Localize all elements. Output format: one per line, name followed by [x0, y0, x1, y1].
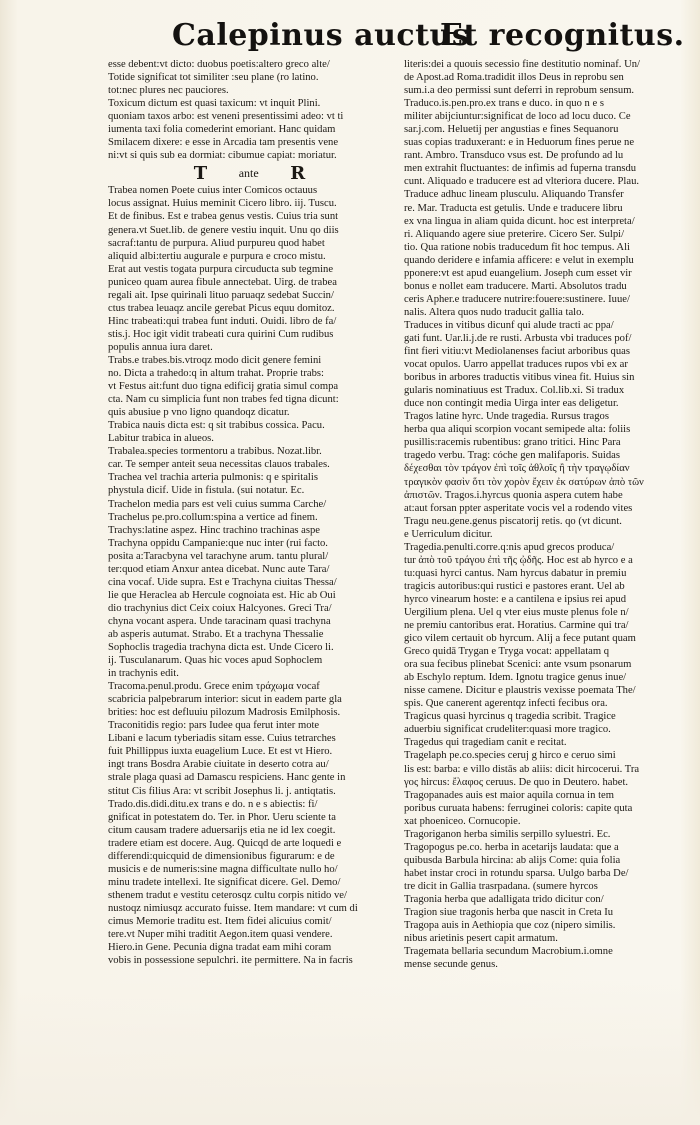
text-line: car. Te semper anteit seua necessitas clauos trabales.: [108, 459, 330, 471]
section-heading: [108, 162, 391, 184]
text-line: Traconitidis regio: pars Iudee qua ferut inter mote: [108, 720, 320, 732]
left-column-body-lines: [108, 184, 391, 967]
text-line: cina vocaf. Uide supra. Est e Trachyna ciuitas Thessa/: [108, 576, 337, 588]
text-line: δέχεσθαι τὸν τράγον ἐπὶ τοῖς ἀθλοῖς ἢ τὴν τραγῳδίαν: [404, 463, 630, 475]
text-line: cta. Nam cu simplicia funt non trabes fed tigna dicunt:: [108, 394, 339, 406]
text-line: ter:quod etiam Anxur antea dicebat. Nunc aute Tara/: [108, 563, 330, 575]
text-line: locus assignat. Huius meminit Cicero libro. iij. Tuscu.: [108, 198, 337, 210]
text-line: in trachynis edit.: [108, 668, 179, 680]
text-line: Tragopa auis in Aethiopia que coz (nipero similis.: [404, 920, 616, 932]
text-line: dio trachynius dict Ceix coiux Halcyones. Greci Tra/: [108, 602, 332, 614]
text-line: ora sua fecibus plinebat Scenici: ante vsum psonarum: [404, 659, 632, 671]
text-line: tur ἀπὸ τοῦ τράγου ἐπὶ τῆς ᾠδῆς. Hoc est ab hyrco e a: [404, 554, 633, 566]
text-line: Greco quidā Trygan e Tryga vocat: appellatam q: [404, 646, 610, 658]
text-line: hyrco vinearum hoste: e a cantilena e ipsius rei apud: [404, 593, 627, 605]
text-line: Tragemata bellaria secundum Macrobium.i.omne: [404, 946, 613, 958]
text-line: herba qua aliqui scorpion vocant semipede alta: foliis: [404, 424, 631, 436]
text-line: quoniam taxos arbo: est veneni presentissimi adeo: vt ti: [108, 111, 344, 123]
text-line: chyna vocant aspera. Unde taracinam quasi trachyna: [108, 615, 331, 627]
text-line: duce non contingit media Uirga inter eas deligetur.: [404, 398, 619, 410]
section-letter-right: R: [290, 162, 306, 184]
text-line: bonus e nollet eam traducere. Marti. Absolutos tradu: [404, 280, 627, 292]
text-line: Erat aut vestis togata purpura circuducta sub tegmine: [108, 263, 334, 275]
text-line: ni:vt si quis sub ea dormiat: cibumue capiat: moriatur.: [108, 150, 337, 162]
text-line: Trachelon media pars est veli cuius summa Carche/: [108, 498, 327, 510]
text-line: Trachelus pe.pro.collum:spina a vertice ad finem.: [108, 511, 318, 523]
text-line: boribus in arbores traductis vitibus vinea fit. Huius sin: [404, 372, 635, 384]
header-title-left: Calepinus auctus: [172, 18, 470, 53]
text-line: vt Festus ait:funt duo tigna edificij gratia simul compa: [108, 381, 339, 393]
text-line: minu tradete intellexi. Ite significat dicere. Gel. Demo/: [108, 876, 341, 888]
text-line: mense secunde genus.: [404, 959, 498, 971]
text-line: Traduce adhuc lineam plusculu. Aliquando Transfer: [404, 189, 624, 201]
text-line: ij. Tusculanarum. Quas hic voces apud Sophoclem: [108, 655, 323, 667]
text-line: Trachea vel trachia arteria pulmonis: q e spiritalis: [108, 472, 318, 484]
text-line: quis abusiue p vno ligno quandoqz dicatur.: [108, 407, 290, 419]
text-line: Trabea nomen Poete cuius inter Comicos octauus: [108, 185, 318, 197]
text-line: puniceo quam aurea fibule annectebat. Uirg. de trabea: [108, 276, 337, 288]
header-title-right: Et recognitus.: [440, 18, 685, 53]
text-line: Tracoma.penul.produ. Grece enim τράχωμα vocaf: [108, 681, 320, 693]
text-line: aliquid albi:tertiu augurale e purpura e croco mistu.: [108, 250, 326, 262]
text-line: Tragedus qui tragediam canit e recitat.: [404, 737, 567, 749]
text-line: populis annua iura daret.: [108, 341, 213, 353]
text-line: stis.j. Hoc igit vidit trabeati cura quirini Cum rudibus: [108, 328, 334, 340]
text-line: lis est: barba: e villo distās ab aliis: dicit hircocerui. Tra: [404, 763, 640, 775]
text-line: quibusda Barbula hircina: ab alijs Come: quia folia: [404, 854, 621, 866]
text-line: ceris Apher.e traducere nutrire:fouere:sustinere. Iuue/: [404, 293, 630, 305]
text-line: sar.j.com. Heluetij per angustias e fines Sequanoru: [404, 124, 619, 136]
left-text-column: [108, 58, 391, 967]
text-line: τραγικὸν φασὶν ὅτι τὸν χορὸν ἔχειν ἐκ σατύρων ἀπὸ τῶν: [404, 476, 644, 488]
text-line: spis. Que canerent agerentqz infecti fecibus ora.: [404, 698, 608, 710]
text-line: citum causam tradere aduersarijs etia ne id lex coegit.: [108, 824, 336, 836]
text-line: gati funt. Uar.li.j.de re rusti. Arbusta vbi traduces pof/: [404, 332, 632, 344]
text-line: nisse camene. Dicitur e plaustris vexisse poemata The/: [404, 685, 636, 697]
text-line: Traduco.is.pen.pro.ex trans e duco. in quo n e s: [404, 98, 604, 110]
text-line: Totide significat tot similiter :seu plane (ro latino.: [108, 72, 319, 84]
text-line: Tragion siue tragonis herba que nascit in Creta Iu: [404, 907, 614, 919]
text-line: quando deridere e infamia afficere: e velut in exemplu: [404, 254, 634, 266]
text-line: Sophoclis tragedia trachyna dicta est. Unde Cicero li.: [108, 642, 334, 654]
running-header: [0, 14, 700, 58]
left-column-top-lines: [108, 58, 391, 162]
text-line: men extrahit fluctuantes: de infimis ad fuperna transdu: [404, 163, 637, 175]
text-line: Uergilium plena. Uel q vter eius muste plenus fole n/: [404, 606, 629, 618]
text-line: brities: hoc est defluuiu pilozum Madrosis Emilphosis.: [108, 707, 341, 719]
text-line: lie que Heraclea ab Hercule cognoiata est. Hic ab Oui: [108, 589, 336, 601]
text-line: strale plaga quasi ad Damascu respiciens. Hanc gente in: [108, 772, 346, 784]
text-line: aduerbiu significat crudeliter:quasi more tragico.: [404, 724, 611, 736]
text-line: phystula dicif. Uide in fistula. (sui notatur. Ec.: [108, 485, 305, 497]
text-line: de Apost.ad Roma.tradidit illos Deus in reprobu sen: [404, 72, 624, 84]
text-line: musicis e de numeris:sine magna difficultate nullo ho/: [108, 863, 338, 875]
text-line: vocat opulos. Uarro appellat traduces rupos vbi ex ar: [404, 359, 628, 371]
text-line: nibus arietinis pesert capit armatum.: [404, 933, 558, 945]
text-line: Trabalea.species tormentoru a trabibus. Nozat.libr.: [108, 446, 322, 458]
text-line: vobis in possessione sepulchri. ite permittere. Na in facris: [108, 955, 353, 967]
text-line: nalis. Altera quos nudo traducit gallia talo.: [404, 306, 585, 318]
text-line: tradere etiam est docere. Aug. Quicqd de arte loquedi e: [108, 837, 342, 849]
text-line: gnificat in potestatem do. Ter. in Phor. Ueru sciente ta: [108, 811, 336, 823]
page-bottom-margin: [0, 980, 700, 1125]
text-line: Toxicum dictum est quasi taxicum: vt inquit Plini.: [108, 98, 321, 110]
text-line: genera.vt Suet.lib. de genere vestiu inquit. Unu qo diis: [108, 224, 339, 236]
text-line: tot:nec plures nec pauciores.: [108, 85, 229, 97]
text-line: Hinc trabeati:qui trabea funt induti. Ouidi. libro de fa/: [108, 315, 337, 327]
text-line: Tragedia.penulti.corre.q:nis apud grecos produca/: [404, 541, 615, 553]
text-line: Trabica nauis dicta est: q sit trabibus cossica. Pacu.: [108, 420, 325, 432]
text-line: Tragu neu.gene.genus piscatorij retis. qo (vt dicunt.: [404, 515, 622, 527]
text-line: Trabs.e trabes.bis.vtroqz modo dicit genere femini: [108, 354, 322, 366]
section-letter-left: T: [193, 162, 208, 184]
text-line: re. Mar. Traducta est getulis. Unde e traducere libru: [404, 202, 623, 214]
text-line: e Uerriculum dicitur.: [404, 528, 493, 540]
text-line: differendi:quicquid de dimensionibus figurarum: e de: [108, 850, 335, 862]
text-line: Labitur trabica in alueos.: [108, 433, 214, 445]
text-line: Libani e lacum tyberiadis sitam esse. Cuius tetrarches: [108, 733, 336, 745]
text-line: Tragos latine hyrc. Unde tragedia. Rursus tragos: [404, 411, 609, 423]
text-line: Tragopanades auis est maior aquila cornua in tem: [404, 789, 614, 801]
text-line: Tragoriganon herba similis serpillo syluestri. Ec.: [404, 828, 611, 840]
text-line: ri. Aliquando agere siue preterire. Cicero Ser. Sulpi/: [404, 228, 625, 240]
text-line: militer abijciuntur:significat de loco ad locu duco. Ce: [404, 111, 631, 123]
text-line: Trachys:latine aspez. Hinc trachino trachinas aspe: [108, 524, 320, 536]
text-line: literis:dei a quouis secessio fine destitutio nominaf. Un/: [404, 59, 640, 70]
text-line: fuit Phillippus iuxta euagelium Luce. Et est vt Hiero.: [108, 746, 333, 758]
text-line: sthenem tradut e vestitu ceterosqz cultu corpis nitido ve/: [108, 889, 347, 901]
text-line: tio. Qua ratione nobis traducedum fit hoc tempus. Ali: [404, 241, 630, 253]
text-line: sacraf:tantu de purpura. Aliud purpureu quod habet: [108, 237, 325, 249]
text-line: Et de finibus. Est e trabea genus vestis. Cuius tria sunt: [108, 211, 339, 223]
text-line: sum.i.a deo permissi sunt deferri in reprobum sensum.: [404, 85, 635, 97]
text-line: tre dicit in Gallia trasrpadana. (sumere hyrcos: [404, 880, 598, 892]
text-line: pponere:vt est apud euangelium. Joseph cum esset vir: [404, 267, 632, 279]
text-line: ingt trans Bosdra Arabie ciuitate in deserto cotra au/: [108, 759, 329, 771]
text-line: Smilacem dixere: e esse in Arcadia tam presentis vene: [108, 137, 339, 149]
text-line: Tragopogus pe.co. herba in acetarijs laudata: que a: [404, 841, 619, 853]
text-line: ex vna lingua in aliam quida dicunt. hoc est interpreta/: [404, 215, 635, 227]
text-line: suas copias traduxerant: e in Heduorum fines perue ne: [404, 137, 635, 149]
text-line: ἀπιστῶν. Tragos.i.hyrcus quonia aspera cutem habe: [404, 489, 623, 501]
text-line: Trado.dis.didi.ditu.ex trans e do. n e s abiectis: fi/: [108, 798, 318, 810]
text-line: poribus curuata habens: ferruginei coloris: capite quta: [404, 802, 633, 814]
right-text-column: [404, 58, 674, 971]
text-line: Tragicus quasi hyrcinus q tragedia scribit. Tragice: [404, 711, 616, 723]
text-line: habet instar croci in rotundu sparsa. Uulgo barba De/: [404, 867, 629, 879]
text-line: tragicis autoribus:qui rustici e pastores erant. Uel ab: [404, 580, 625, 592]
text-line: rant. Ambro. Transduco vsus est. De profundo ad lu: [404, 150, 624, 162]
text-line: iumenta taxi folia comederint emoriant. Hanc quidam: [108, 124, 336, 136]
text-line: pusillis:racemis rubentibus: grano tritici. Hinc Para: [404, 437, 621, 449]
text-line: cunt. Aliquado e traducere est ad vlteriora ducere. Plau.: [404, 176, 640, 188]
text-line: esse debent:vt dicto: duobus poetis:altero greco alte/: [108, 59, 330, 70]
text-line: scabricia palpebrarum interior: sicut in eadem parte gla: [108, 694, 342, 706]
text-line: stitut Cis filius Ara: vt scribit Josephus li. j. antiqtatis.: [108, 785, 336, 797]
text-line: cimus Memorie traditu est. Item fidei alicuius comit/: [108, 916, 332, 927]
text-line: ab asperis autumat. Strabo. Et a trachyna Thessalie: [108, 628, 324, 640]
text-line: ctus trabea leuaqz ancile gerebat Picus equu domitoz.: [108, 302, 335, 314]
text-line: gularis nominatiuus est Tradux. Col.lib.xi. Si tradux: [404, 385, 625, 397]
text-line: nustoqz nimiusqz accurato fuisse. Item mandare: vt cum di: [108, 902, 358, 914]
text-line: Traduces in vitibus dicunf qui alude tracti ac ppa/: [404, 319, 614, 331]
text-line: tu:quasi hyrci cantus. Nam hyrcus dabatur in premiu: [404, 567, 627, 579]
text-line: γος hircus: ἔλαφος ceruus. De quo in Deutero. habet.: [404, 776, 629, 788]
section-word: ante: [238, 165, 259, 180]
text-line: tere.vt Nuper mihi traditit Aegon.item quasi vendere.: [108, 929, 333, 941]
text-line: fint fieri vitiu:vt Mediolanenses faciut arboribus quas: [404, 346, 630, 358]
text-line: Trachyna oppidu Campanie:que nuc inter (rui facto.: [108, 537, 328, 549]
text-line: tragedo verbu. Trag: cóche gen malifaporis. Suidas: [404, 450, 620, 462]
text-line: no. Dicta a trahedo:q in altum trahat. Proprie trabs:: [108, 368, 324, 380]
text-line: at:aut forsan ppter asperitate vocis vel a rodendo vites: [404, 502, 633, 514]
text-line: xat phoeniceo. Cornucopie.: [404, 815, 521, 827]
text-line: posita a:Taracbyna vel tarachyne arum. tantu plural/: [108, 550, 329, 562]
text-line: ne premiu cantoribus erat. Horatius. Carmine qui tra/: [404, 620, 629, 632]
text-line: Hiero.in Gene. Pecunia digna tradat eam mihi coram: [108, 942, 332, 954]
text-line: gico vilem certauit ob hyrcum. Alij a fece putant quam: [404, 633, 636, 645]
text-line: Tragelaph pe.co.species ceruj g hirco e ceruo simi: [404, 750, 616, 762]
text-line: Tragonia herba que adalligata trido dicitur con/: [404, 894, 604, 905]
text-line: ab Eschylo reptum. Idem. Ignotu tragice genus inue/: [404, 672, 627, 684]
text-line: regali ait. Ipse quirinali lituo paruaqz sedebat Succin/: [108, 289, 334, 301]
